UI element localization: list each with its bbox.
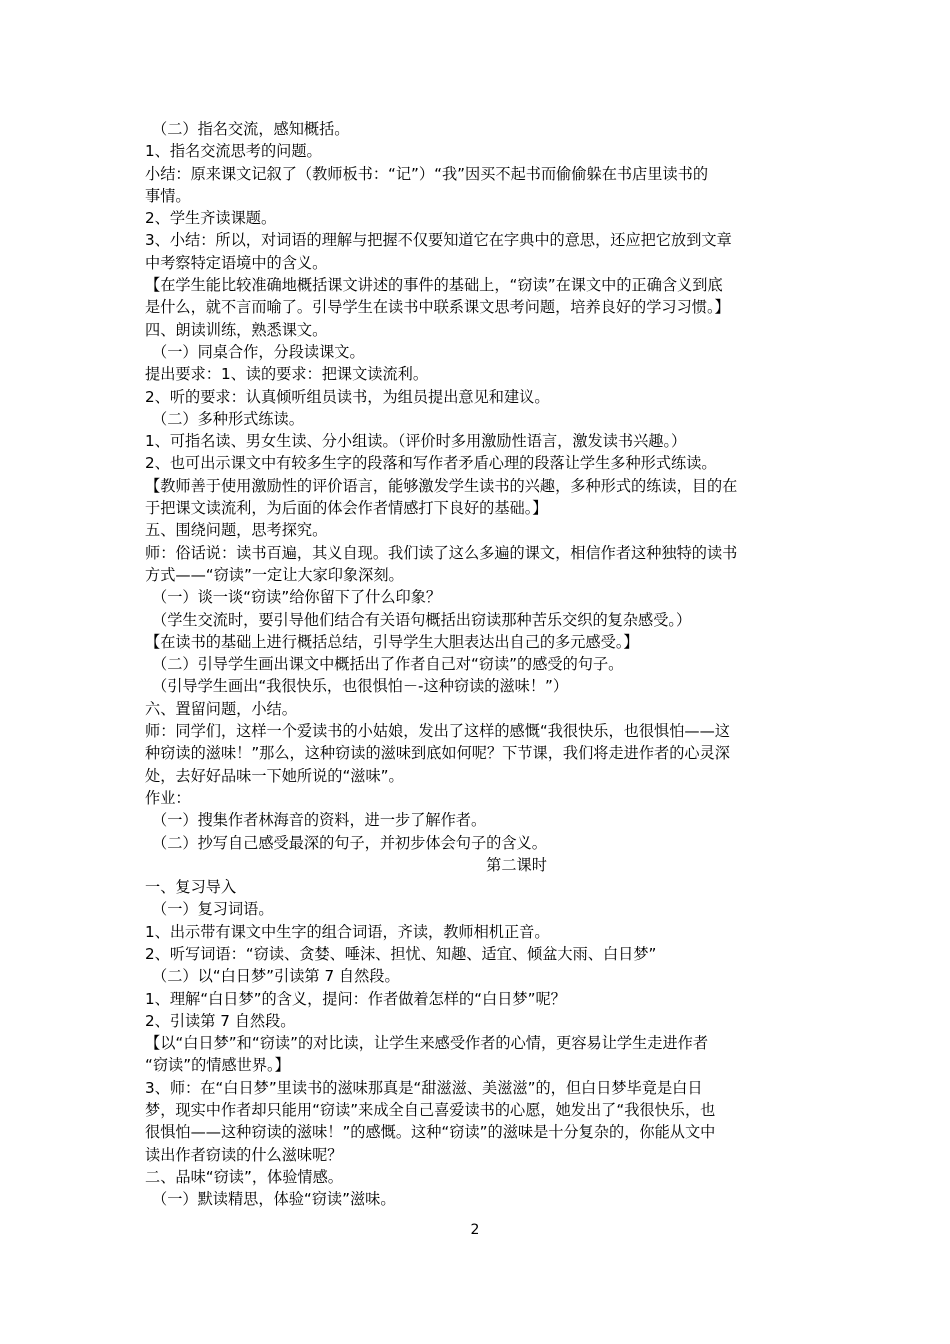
page-number: 2 — [470, 1222, 480, 1238]
text-line: 1、指名交流思考的问题。 — [145, 142, 322, 161]
text-line: 于把课文读流利，为后面的体会作者情感打下良好的基础。】 — [145, 499, 548, 518]
text-line: 处，去好好品味一下她所说的“滋味”。 — [145, 766, 404, 785]
text-line: 师：同学们，这样一个爱读书的小姑娘，发出了这样的感慨“我很快乐，也很惧怕——这 — [145, 722, 730, 741]
text-line: 很惧怕——这种窃读的滋味！”的感慨。这种“窃读”的滋味是十分复杂的，你能从文中 — [145, 1123, 716, 1142]
text-line: （一）谈一谈“窃读”给你留下了什么印象？ — [152, 588, 442, 607]
text-line: （二）抄写自己感受最深的句子，并初步体会句子的含义。 — [152, 833, 547, 852]
text-line: 2、学生齐读课题。 — [145, 209, 277, 228]
text-line: 一、复习导入 — [145, 878, 237, 897]
text-line: 3、小结：所以，对词语的理解与把握不仅要知道它在字典中的意思，还应把它放到文章 — [145, 231, 732, 250]
text-line: 是什么，就不言而喻了。引导学生在读书中联系课文思考问题，培养良好的学习习惯。】 — [145, 298, 730, 317]
document-body — [145, 118, 810, 1211]
text-line: 2、引读第 7 自然段。 — [145, 1011, 296, 1030]
text-line: （二）引导学生画出课文中概括出了作者自己对“窃读”的感受的句子。 — [152, 655, 624, 674]
text-line: 梦，现实中作者却只能用“窃读”来成全自己喜爱读书的心愿，她发出了“我很快乐，也 — [145, 1101, 716, 1120]
text-line: 小结：原来课文记叙了（教师板书：“记”）“我”因买不起书而偷偷躲在书店里读书的 — [145, 164, 709, 183]
text-line: （二）以“白日梦”引读第 7 自然段。 — [152, 967, 400, 986]
text-line: （学生交流时，要引导他们结合有关语句概括出窃读那种苦乐交织的复杂感受。） — [152, 610, 692, 629]
text-line: 师：俗话说：读书百遍，其义自现。我们读了这么多遍的课文，相信作者这种独特的读书 — [145, 543, 738, 562]
text-line: （二）多种形式练读。 — [152, 409, 304, 428]
text-line: 1、出示带有课文中生字的组合词语，齐读，教师相机正音。 — [145, 922, 550, 941]
text-line: （一）搜集作者林海音的资料，进一步了解作者。 — [152, 811, 487, 830]
text-line: 二、品味“窃读”，体验情感。 — [145, 1167, 343, 1186]
text-line: 四、朗读训练，熟悉课文。 — [145, 320, 328, 339]
text-line: （二）指名交流，感知概括。 — [152, 120, 350, 138]
text-line: 3、师：在“白日梦”里读书的滋味那真是“甜滋滋、美滋滋”的，但白日梦毕竟是白日 — [145, 1078, 703, 1097]
text-line: 六、置留问题，小结。 — [145, 699, 297, 718]
text-line: 读出作者窃读的什么滋味呢？ — [145, 1145, 343, 1164]
text-line: （一）同桌合作，分段读课文。 — [152, 342, 365, 361]
text-line: 2、听的要求：认真倾听组员读书，为组员提出意见和建议。 — [145, 387, 550, 406]
text-line: 事情。 — [145, 186, 191, 205]
text-line: （一）复习词语。 — [152, 900, 274, 919]
text-line: 1、理解“白日梦”的含义，提问：作者做着怎样的“白日梦”呢？ — [145, 989, 566, 1008]
text-line: 【在学生能比较准确地概括课文讲述的事件的基础上，“窃读”在课文中的正确含义到底 — [145, 276, 723, 295]
text-line: 1、可指名读、男女生读、分小组读。（评价时多用激励性语言，激发读书兴趣。） — [145, 432, 687, 451]
text-line: 【教师善于使用激励性的评价语言，能够激发学生读书的兴趣，多种形式的练读，目的在 — [145, 476, 738, 495]
section-heading: 第二课时 — [486, 855, 547, 874]
text-line: 中考察特定语境中的含义。 — [145, 253, 328, 272]
text-line: （一）默读精思，体验“窃读”滋味。 — [152, 1190, 396, 1209]
text-line: （引导学生画出“我很快乐，也很惧怕－-这种窃读的滋味！”） — [152, 677, 569, 696]
text-line: 【在读书的基础上进行概括总结，引导学生大胆表达出自己的多元感受。】 — [145, 632, 639, 651]
text-line: 2、也可出示课文中有较多生字的段落和写作者矛盾心理的段落让学生多种形式练读。 — [145, 454, 717, 473]
text-line: 作业： — [145, 788, 191, 807]
text-line: 【以“白日梦”和“窃读”的对比读，让学生来感受作者的心情，更容易让学生走进作者 — [145, 1034, 709, 1053]
text-line: 方式——“窃读”一定让大家印象深刻。 — [145, 565, 404, 584]
text-line: 五、围绕问题，思考探究。 — [145, 521, 328, 540]
text-line: “窃读”的情感世界。】 — [145, 1056, 290, 1075]
text-line: 2、听写词语：“窃读、贪婪、唾沫、担忧、知趣、适宜、倾盆大雨、白日梦” — [145, 944, 657, 963]
text-line: 提出要求：1、读的要求：把课文读流利。 — [145, 365, 429, 384]
text-line: 种窃读的滋味！”那么，这种窃读的滋味到底如何呢？下节课，我们将走进作者的心灵深 — [145, 744, 730, 763]
